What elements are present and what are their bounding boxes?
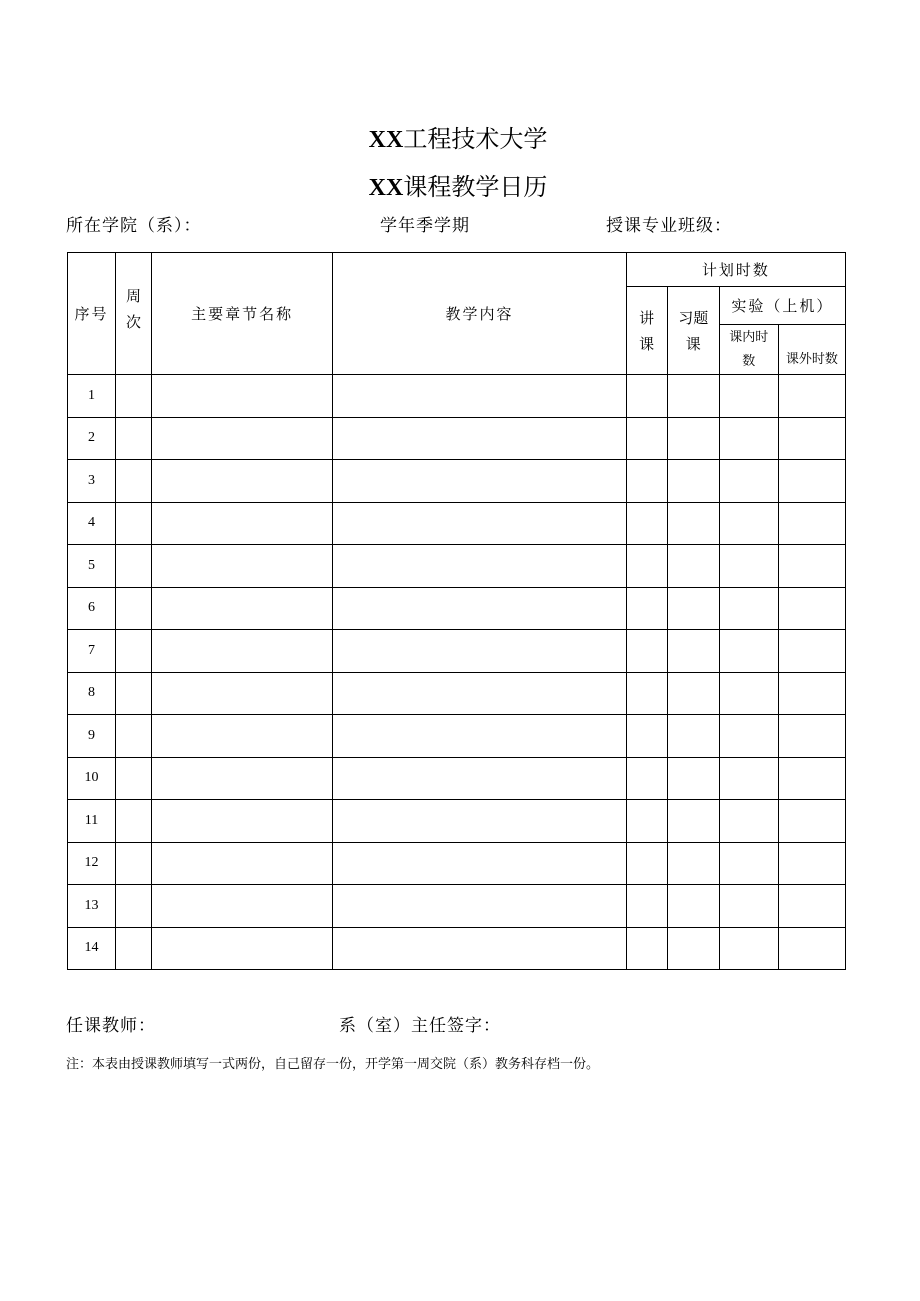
table-cell[interactable] (116, 757, 152, 800)
table-cell[interactable] (333, 375, 626, 418)
row-number: 9 (68, 715, 116, 758)
table-cell[interactable] (152, 587, 333, 630)
table-cell[interactable] (333, 800, 626, 843)
table-row (68, 375, 846, 418)
table-cell[interactable] (152, 842, 333, 885)
table-cell[interactable] (116, 927, 152, 970)
table-cell[interactable] (626, 502, 667, 545)
table-cell[interactable] (719, 715, 778, 758)
table-cell[interactable] (333, 757, 626, 800)
table-cell[interactable] (116, 885, 152, 928)
table-cell[interactable] (333, 672, 626, 715)
row-number: 8 (68, 672, 116, 715)
row-number: 13 (68, 885, 116, 928)
row-number: 4 (68, 502, 116, 545)
table-cell[interactable] (719, 417, 778, 460)
table-cell[interactable] (116, 502, 152, 545)
term-label: 学年季学期 (380, 216, 470, 236)
table-cell[interactable] (152, 757, 333, 800)
table-cell[interactable] (116, 715, 152, 758)
university-title (0, 122, 916, 157)
row-number: 6 (68, 587, 116, 630)
college-label: 所在学院（系）： (66, 216, 202, 236)
footnote: 注：本表由授课教师填写一式两份，自己留存一份，开学第一周交院（系）教务科存档一份。 (66, 1057, 600, 1072)
header-chapter: 主要章节名称 (152, 253, 333, 375)
table-row (68, 757, 846, 800)
header-lecture: 讲课 (626, 287, 667, 375)
table-cell[interactable] (152, 927, 333, 970)
table-cell[interactable] (333, 502, 626, 545)
table-cell[interactable] (152, 502, 333, 545)
table-cell[interactable] (152, 630, 333, 673)
table-cell[interactable] (116, 460, 152, 503)
table-cell[interactable] (116, 800, 152, 843)
row-number: 14 (68, 927, 116, 970)
table-cell[interactable] (778, 375, 845, 418)
table-cell[interactable] (778, 587, 845, 630)
table-row (68, 885, 846, 928)
table-row (68, 460, 846, 503)
teaching-calendar-table (67, 252, 846, 970)
table-row (68, 927, 846, 970)
table-cell[interactable] (116, 672, 152, 715)
table-cell[interactable] (333, 587, 626, 630)
table-cell[interactable] (719, 460, 778, 503)
row-number: 2 (68, 417, 116, 460)
table-cell[interactable] (626, 630, 667, 673)
table-body (68, 375, 846, 970)
table-row (68, 630, 846, 673)
row-number: 3 (68, 460, 116, 503)
table-cell[interactable] (667, 587, 719, 630)
table-row (68, 842, 846, 885)
table-cell[interactable] (667, 417, 719, 460)
table-cell[interactable] (626, 460, 667, 503)
table-cell[interactable] (778, 715, 845, 758)
table-cell[interactable] (778, 630, 845, 673)
table-cell[interactable] (626, 375, 667, 418)
table-cell[interactable] (116, 842, 152, 885)
header-planned-hours: 计划时数 (626, 253, 845, 287)
table-cell[interactable] (719, 757, 778, 800)
table-cell[interactable] (719, 630, 778, 673)
table-cell[interactable] (778, 757, 845, 800)
university-title-prefix: XX (368, 127, 404, 153)
table-cell[interactable] (667, 757, 719, 800)
table-cell[interactable] (333, 417, 626, 460)
major-class-label: 授课专业班级： (606, 216, 732, 236)
table-cell[interactable] (778, 927, 845, 970)
table-cell[interactable] (719, 800, 778, 843)
table-cell[interactable] (626, 800, 667, 843)
table-header (68, 253, 846, 375)
table-cell[interactable] (719, 842, 778, 885)
table-cell[interactable] (778, 800, 845, 843)
calendar-title-text: 课程教学日历 (403, 173, 548, 201)
table-cell[interactable] (152, 460, 333, 503)
table-cell[interactable] (778, 885, 845, 928)
table-cell[interactable] (719, 885, 778, 928)
table-cell[interactable] (719, 587, 778, 630)
table-cell[interactable] (626, 417, 667, 460)
table-cell[interactable] (333, 715, 626, 758)
row-number: 11 (68, 800, 116, 843)
row-number: 5 (68, 545, 116, 588)
table-cell[interactable] (152, 885, 333, 928)
header-exercise: 习题课 (667, 287, 719, 375)
table-cell[interactable] (719, 502, 778, 545)
table-cell[interactable] (667, 630, 719, 673)
table-cell[interactable] (667, 460, 719, 503)
university-title-text: 工程技术大学 (403, 125, 548, 153)
table-cell[interactable] (719, 375, 778, 418)
header-lab-out-class: 课外时数 (778, 325, 845, 375)
table-cell[interactable] (152, 417, 333, 460)
table-cell[interactable] (116, 630, 152, 673)
table-cell[interactable] (719, 672, 778, 715)
table-cell[interactable] (626, 545, 667, 588)
table-cell[interactable] (626, 842, 667, 885)
table-cell[interactable] (626, 672, 667, 715)
table-row (68, 800, 846, 843)
calendar-title-prefix: XX (368, 175, 404, 201)
table-cell[interactable] (116, 375, 152, 418)
table-cell[interactable] (116, 545, 152, 588)
table-row (68, 502, 846, 545)
table-cell[interactable] (626, 885, 667, 928)
table-cell[interactable] (778, 460, 845, 503)
table-cell[interactable] (719, 927, 778, 970)
table-cell[interactable] (626, 587, 667, 630)
calendar-title (0, 170, 916, 205)
table-cell[interactable] (778, 672, 845, 715)
table-cell[interactable] (333, 460, 626, 503)
table-cell[interactable] (667, 800, 719, 843)
table-row (68, 672, 846, 715)
table-cell[interactable] (778, 842, 845, 885)
table-row (68, 545, 846, 588)
table-cell[interactable] (778, 502, 845, 545)
header-week: 周次 (116, 253, 152, 375)
table-cell[interactable] (667, 885, 719, 928)
table-cell[interactable] (333, 630, 626, 673)
table-row (68, 587, 846, 630)
table-cell[interactable] (667, 927, 719, 970)
table-cell[interactable] (333, 545, 626, 588)
table-cell[interactable] (626, 715, 667, 758)
row-number: 12 (68, 842, 116, 885)
header-lab: 实验（上机） (719, 287, 845, 325)
table-cell[interactable] (778, 417, 845, 460)
row-number: 7 (68, 630, 116, 673)
table-row (68, 715, 846, 758)
director-signature-label: 系（室）主任签字： (339, 1016, 501, 1036)
table-cell[interactable] (667, 545, 719, 588)
table-cell[interactable] (667, 842, 719, 885)
row-number: 1 (68, 375, 116, 418)
header-content: 教学内容 (333, 253, 626, 375)
table-cell[interactable] (626, 757, 667, 800)
teacher-label: 任课教师： (66, 1016, 156, 1036)
header-seq: 序号 (68, 253, 116, 375)
table-row (68, 417, 846, 460)
table-cell[interactable] (778, 545, 845, 588)
table-cell[interactable] (152, 375, 333, 418)
table-cell[interactable] (667, 715, 719, 758)
table-cell[interactable] (152, 672, 333, 715)
table-cell[interactable] (152, 715, 333, 758)
table-cell[interactable] (152, 545, 333, 588)
table-cell[interactable] (333, 927, 626, 970)
header-lab-in-class: 课内时数 (719, 325, 778, 375)
table-cell[interactable] (333, 885, 626, 928)
table-cell[interactable] (667, 375, 719, 418)
table-cell[interactable] (116, 587, 152, 630)
table-cell[interactable] (333, 842, 626, 885)
table-cell[interactable] (667, 502, 719, 545)
table-cell[interactable] (667, 672, 719, 715)
table-cell[interactable] (719, 545, 778, 588)
table-cell[interactable] (116, 417, 152, 460)
table-cell[interactable] (626, 927, 667, 970)
row-number: 10 (68, 757, 116, 800)
table-cell[interactable] (152, 800, 333, 843)
